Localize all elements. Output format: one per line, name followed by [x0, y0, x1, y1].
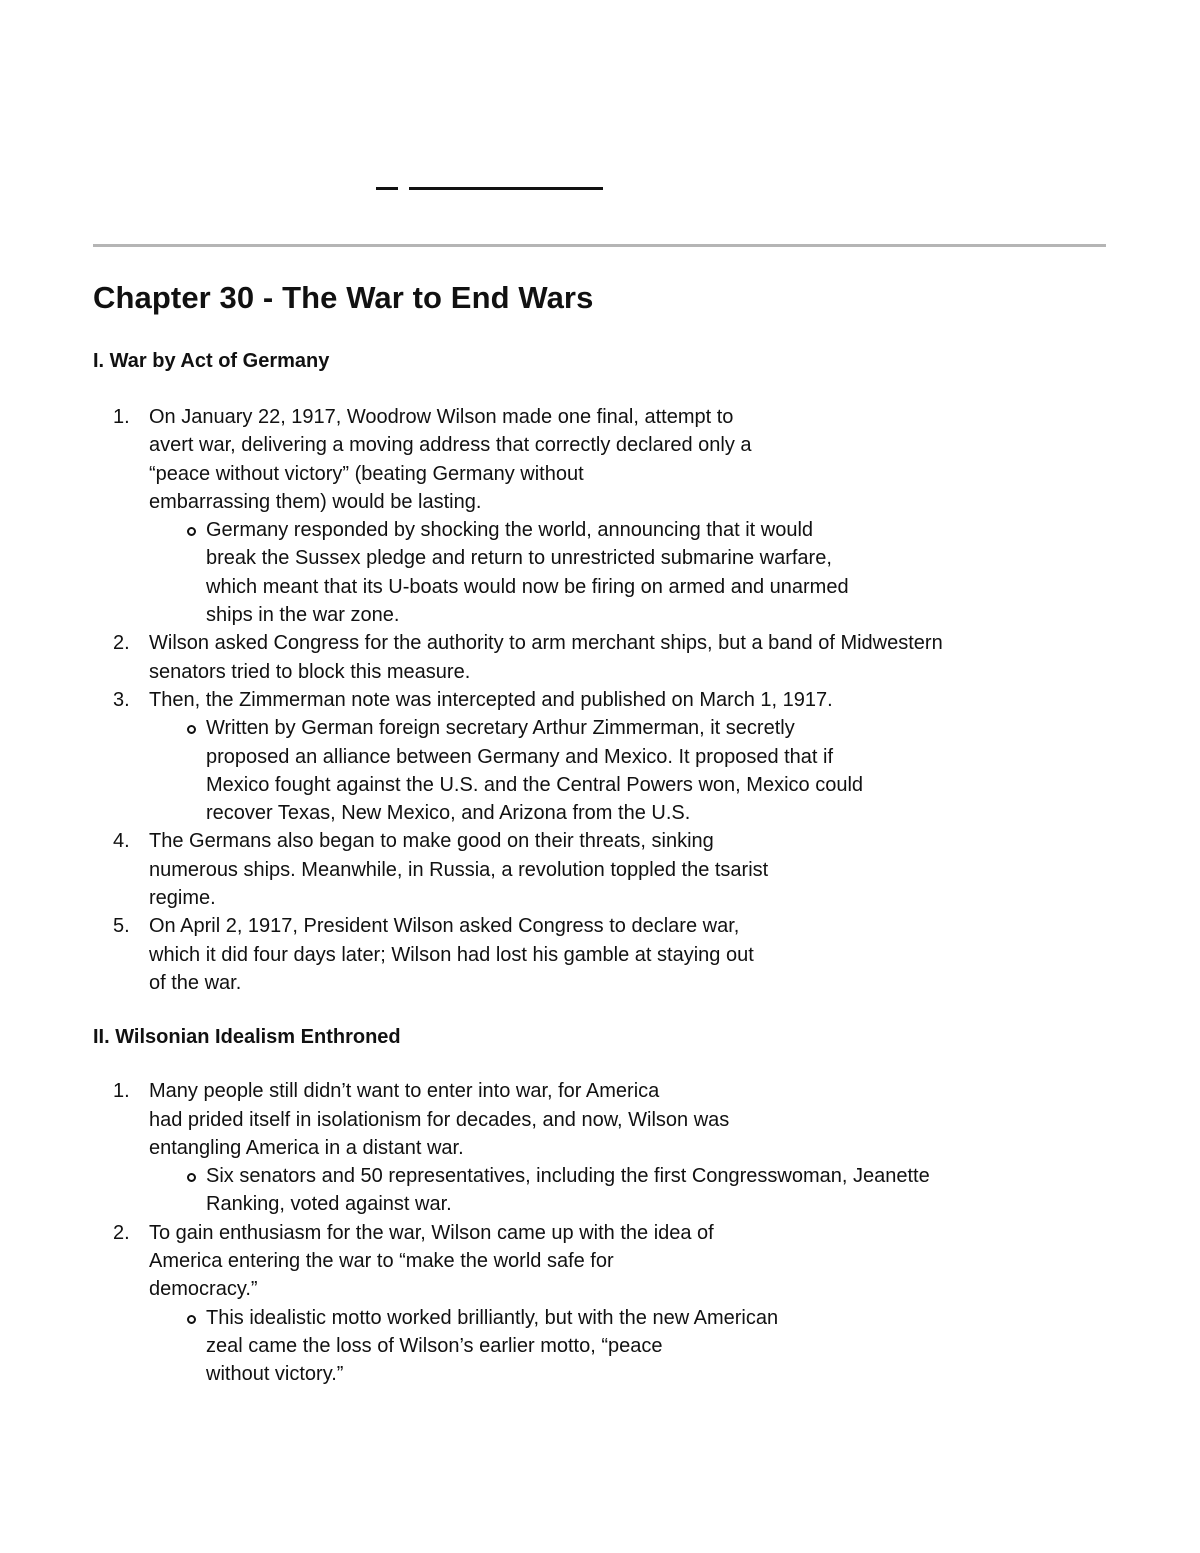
item-text-line: Wilson asked Congress for the authority to arm merchant ships, but a band of Midwestern: [149, 632, 943, 655]
hollow-bullet-icon: [187, 527, 196, 536]
list-item-1-3: [93, 686, 1113, 827]
sub-item-text-line: ships in the war zone.: [206, 604, 400, 627]
item-text-line: America entering the war to “make the world safe for: [149, 1250, 614, 1273]
section-heading-1: I. War by Act of Germany: [93, 350, 330, 372]
blank-underline-short: [376, 187, 398, 190]
item-text-line: of the war.: [149, 971, 242, 994]
list-item-1-2: [93, 629, 1113, 686]
sub-item-text-line: recover Texas, New Mexico, and Arizona from the U.S.: [206, 802, 691, 825]
sub-item-text-line: Written by German foreign secretary Arthur Zimmerman, it secretly: [206, 717, 795, 740]
sub-item-text-line: Six senators and 50 representatives, including the first Congresswoman, Jeanette: [206, 1165, 930, 1188]
list-item-2-1: [93, 1077, 1113, 1218]
sub-item-text-line: break the Sussex pledge and return to unrestricted submarine warfare,: [206, 547, 832, 570]
sub-item: [149, 714, 1113, 827]
section-1-list: [93, 403, 1113, 997]
sub-list: [149, 714, 1113, 827]
hollow-bullet-icon: [187, 1173, 196, 1182]
sub-item-text-line: This idealistic motto worked brilliantly, but with the new American: [206, 1306, 779, 1329]
sub-list: [149, 1304, 1113, 1389]
sub-item-text-line: Ranking, voted against war.: [206, 1193, 452, 1216]
item-text-line: regime.: [149, 887, 216, 910]
item-text-line: avert war, delivering a moving address that correctly declared only a: [149, 434, 752, 457]
item-number: 1.: [113, 406, 130, 428]
item-text-line: had prided itself in isolationism for decades, and now, Wilson was: [149, 1108, 730, 1131]
sub-item: [149, 516, 1113, 629]
list-item-2-2: [93, 1219, 1113, 1389]
item-number: 5.: [113, 915, 130, 938]
item-text-line: democracy.”: [149, 1278, 258, 1301]
sub-item-text-line: Mexico fought against the U.S. and the Central Powers won, Mexico could: [206, 773, 864, 796]
item-number: 2.: [113, 632, 130, 655]
item-text-line: senators tried to block this measure.: [149, 660, 471, 683]
horizontal-rule: [93, 244, 1106, 247]
hollow-bullet-icon: [187, 1315, 196, 1324]
chapter-title: Chapter 30 - The War to End Wars: [93, 280, 594, 315]
item-number: 2.: [113, 1221, 130, 1244]
item-text-line: Many people still didn’t want to enter into war, for America: [149, 1080, 660, 1103]
list-item-1-5: [93, 912, 1113, 997]
section-2-list: [93, 1077, 1113, 1388]
sub-item: [149, 1304, 1113, 1389]
item-text-line: On January 22, 1917, Woodrow Wilson made one final, attempt to: [149, 406, 734, 428]
item-text-line: Then, the Zimmerman note was intercepted and published on March 1, 1917.: [149, 688, 833, 711]
list-item-1-4: [93, 827, 1113, 912]
list-item-1-1: [93, 403, 1113, 629]
item-text-line: embarrassing them) would be lasting.: [149, 490, 482, 513]
hollow-bullet-icon: [187, 725, 196, 734]
sub-item-text-line: proposed an alliance between Germany and Mexico. It proposed that if: [206, 745, 834, 768]
sub-item-text-line: without victory.”: [206, 1363, 344, 1386]
item-text-line: On April 2, 1917, President Wilson asked Congress to declare war,: [149, 915, 740, 938]
item-number: 3.: [113, 688, 130, 711]
item-text-line: The Germans also began to make good on their threats, sinking: [149, 830, 714, 853]
item-number: 4.: [113, 830, 130, 853]
item-text-line: To gain enthusiasm for the war, Wilson came up with the idea of: [149, 1221, 714, 1244]
sub-item: [149, 1162, 1113, 1219]
section-heading-2: II. Wilsonian Idealism Enthroned: [93, 1026, 401, 1049]
item-text-line: numerous ships. Meanwhile, in Russia, a revolution toppled the tsarist: [149, 858, 769, 881]
sub-item-text-line: Germany responded by shocking the world, announcing that it would: [206, 519, 814, 542]
item-number: 1.: [113, 1080, 130, 1103]
sub-list: [149, 516, 1113, 629]
sub-item-text-line: zeal came the loss of Wilson’s earlier motto, “peace: [206, 1334, 663, 1357]
sub-list: [149, 1162, 1113, 1219]
blank-underline-long: [409, 187, 603, 190]
sub-item-text-line: which meant that its U-boats would now be firing on armed and unarmed: [206, 575, 849, 598]
document-content: [93, 278, 1113, 1389]
item-text-line: entangling America in a distant war.: [149, 1136, 464, 1159]
item-text-line: which it did four days later; Wilson had lost his gamble at staying out: [149, 943, 754, 966]
item-text-line: “peace without victory” (beating Germany without: [149, 462, 584, 485]
